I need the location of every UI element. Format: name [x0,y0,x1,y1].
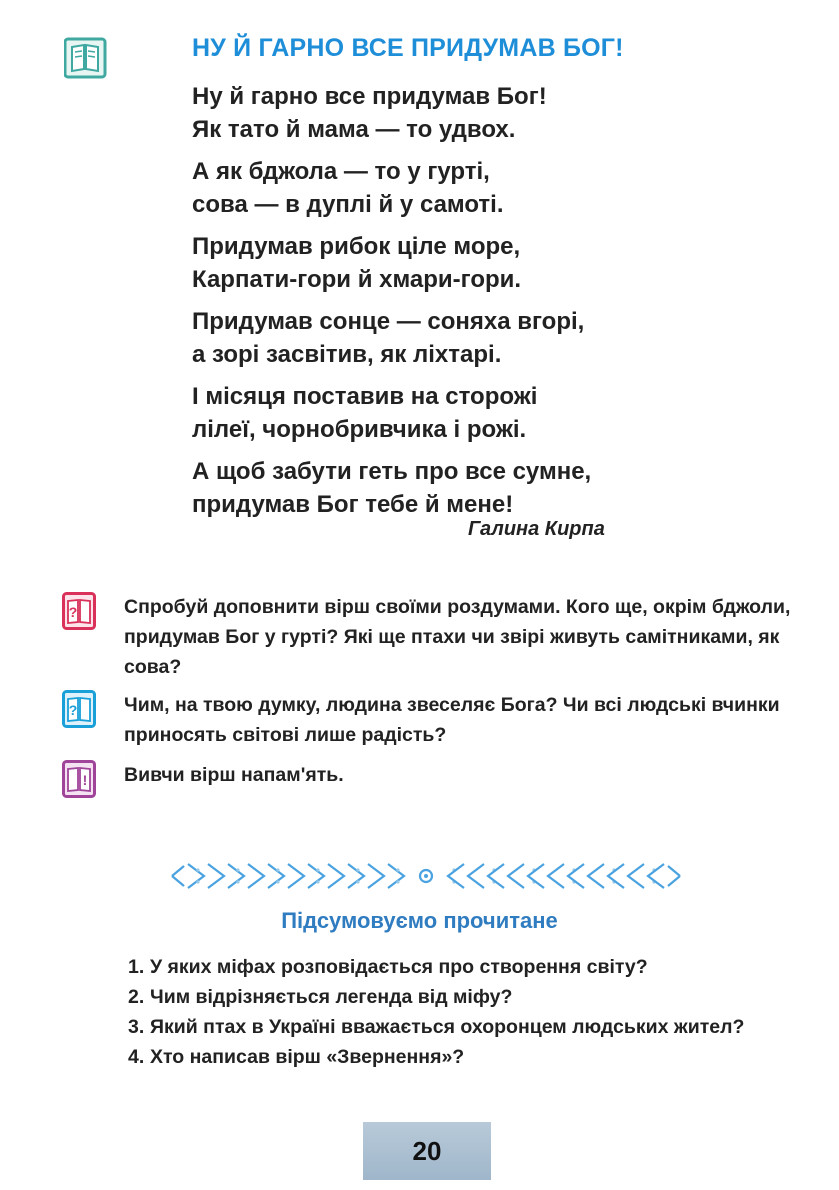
poem-line: Придумав рибок ціле море, [192,233,521,260]
poem-line: Карпати-гори й хмари-гори. [192,266,522,293]
question-number: 2. [128,986,145,1008]
poem-author: Галина Кирпа [468,518,605,540]
question-item [128,1042,798,1072]
question-item [128,1012,798,1042]
poem-line: Як тато й мама — то удвох. [192,116,516,143]
poem-title: НУ Й ГАРНО ВСЕ ПРИДУМАВ БОГ! [192,34,624,62]
poem-body [192,80,591,530]
svg-text:!: ! [82,772,88,788]
poem-stanza [192,305,591,371]
open-book-icon [64,36,108,80]
poem-line: лілеї, чорнобривчика і рожі. [192,416,527,443]
poem-line: А як бджола — то у гурті, [192,158,490,185]
task-text: Чим, на твою думку, людина звеселяє Бога? Чи всі людські вчинки приносять світові лише радість? [124,694,780,746]
question-item [128,952,798,982]
question-number: 1. [128,956,145,978]
book-question-icon [62,592,96,630]
svg-text:?: ? [68,604,78,620]
question-number: 4. [128,1046,145,1068]
poem-line: Ну й гарно все придумав Бог! [192,83,547,110]
poem-line: І місяця поставив на сторожі [192,383,538,410]
summary-title: Підсумовуємо прочитане [281,908,558,933]
poem-line: А щоб забути геть про все сумне, [192,458,592,485]
poem-line: а зорі засвітив, як ліхтарі. [192,341,502,368]
poem-line: Придумав сонце — соняха вгорі, [192,308,585,335]
poem-stanza [192,155,591,221]
question-number: 3. [128,1016,145,1038]
poem-stanza [192,230,591,296]
poem-line: сова — в дуплі й у самоті. [192,191,504,218]
book-question-icon [62,690,96,728]
ornament-divider-icon [168,858,684,894]
poem-line: придумав Бог тебе й мене! [192,491,514,518]
task-text: Вивчи вірш напам'ять. [124,764,344,786]
summary-questions [128,952,798,1072]
book-exclamation-icon [62,760,96,798]
poem-stanza [192,380,591,446]
question-text: Який птах в Україні вважається охоронцем людських жител? [150,1016,745,1038]
svg-text:?: ? [68,702,78,718]
poem-stanza [192,455,591,521]
task-text: Спробуй доповнити вірш своїми роздумами. Кого ще, окрім бджоли, придумав Бог у гурті? Які ще птахи чи звірі живуть самітниками, як сова? [124,596,791,678]
page-number: 20 [412,1135,442,1166]
page-number-box [363,1122,491,1180]
question-text: Чим відрізняється легенда від міфу? [150,986,513,1008]
question-item [128,982,798,1012]
question-text: Хто написав вірш «Звернення»? [150,1046,465,1068]
question-text: У яких міфах розповідається про створення світу? [150,956,648,978]
poem-stanza [192,80,591,146]
